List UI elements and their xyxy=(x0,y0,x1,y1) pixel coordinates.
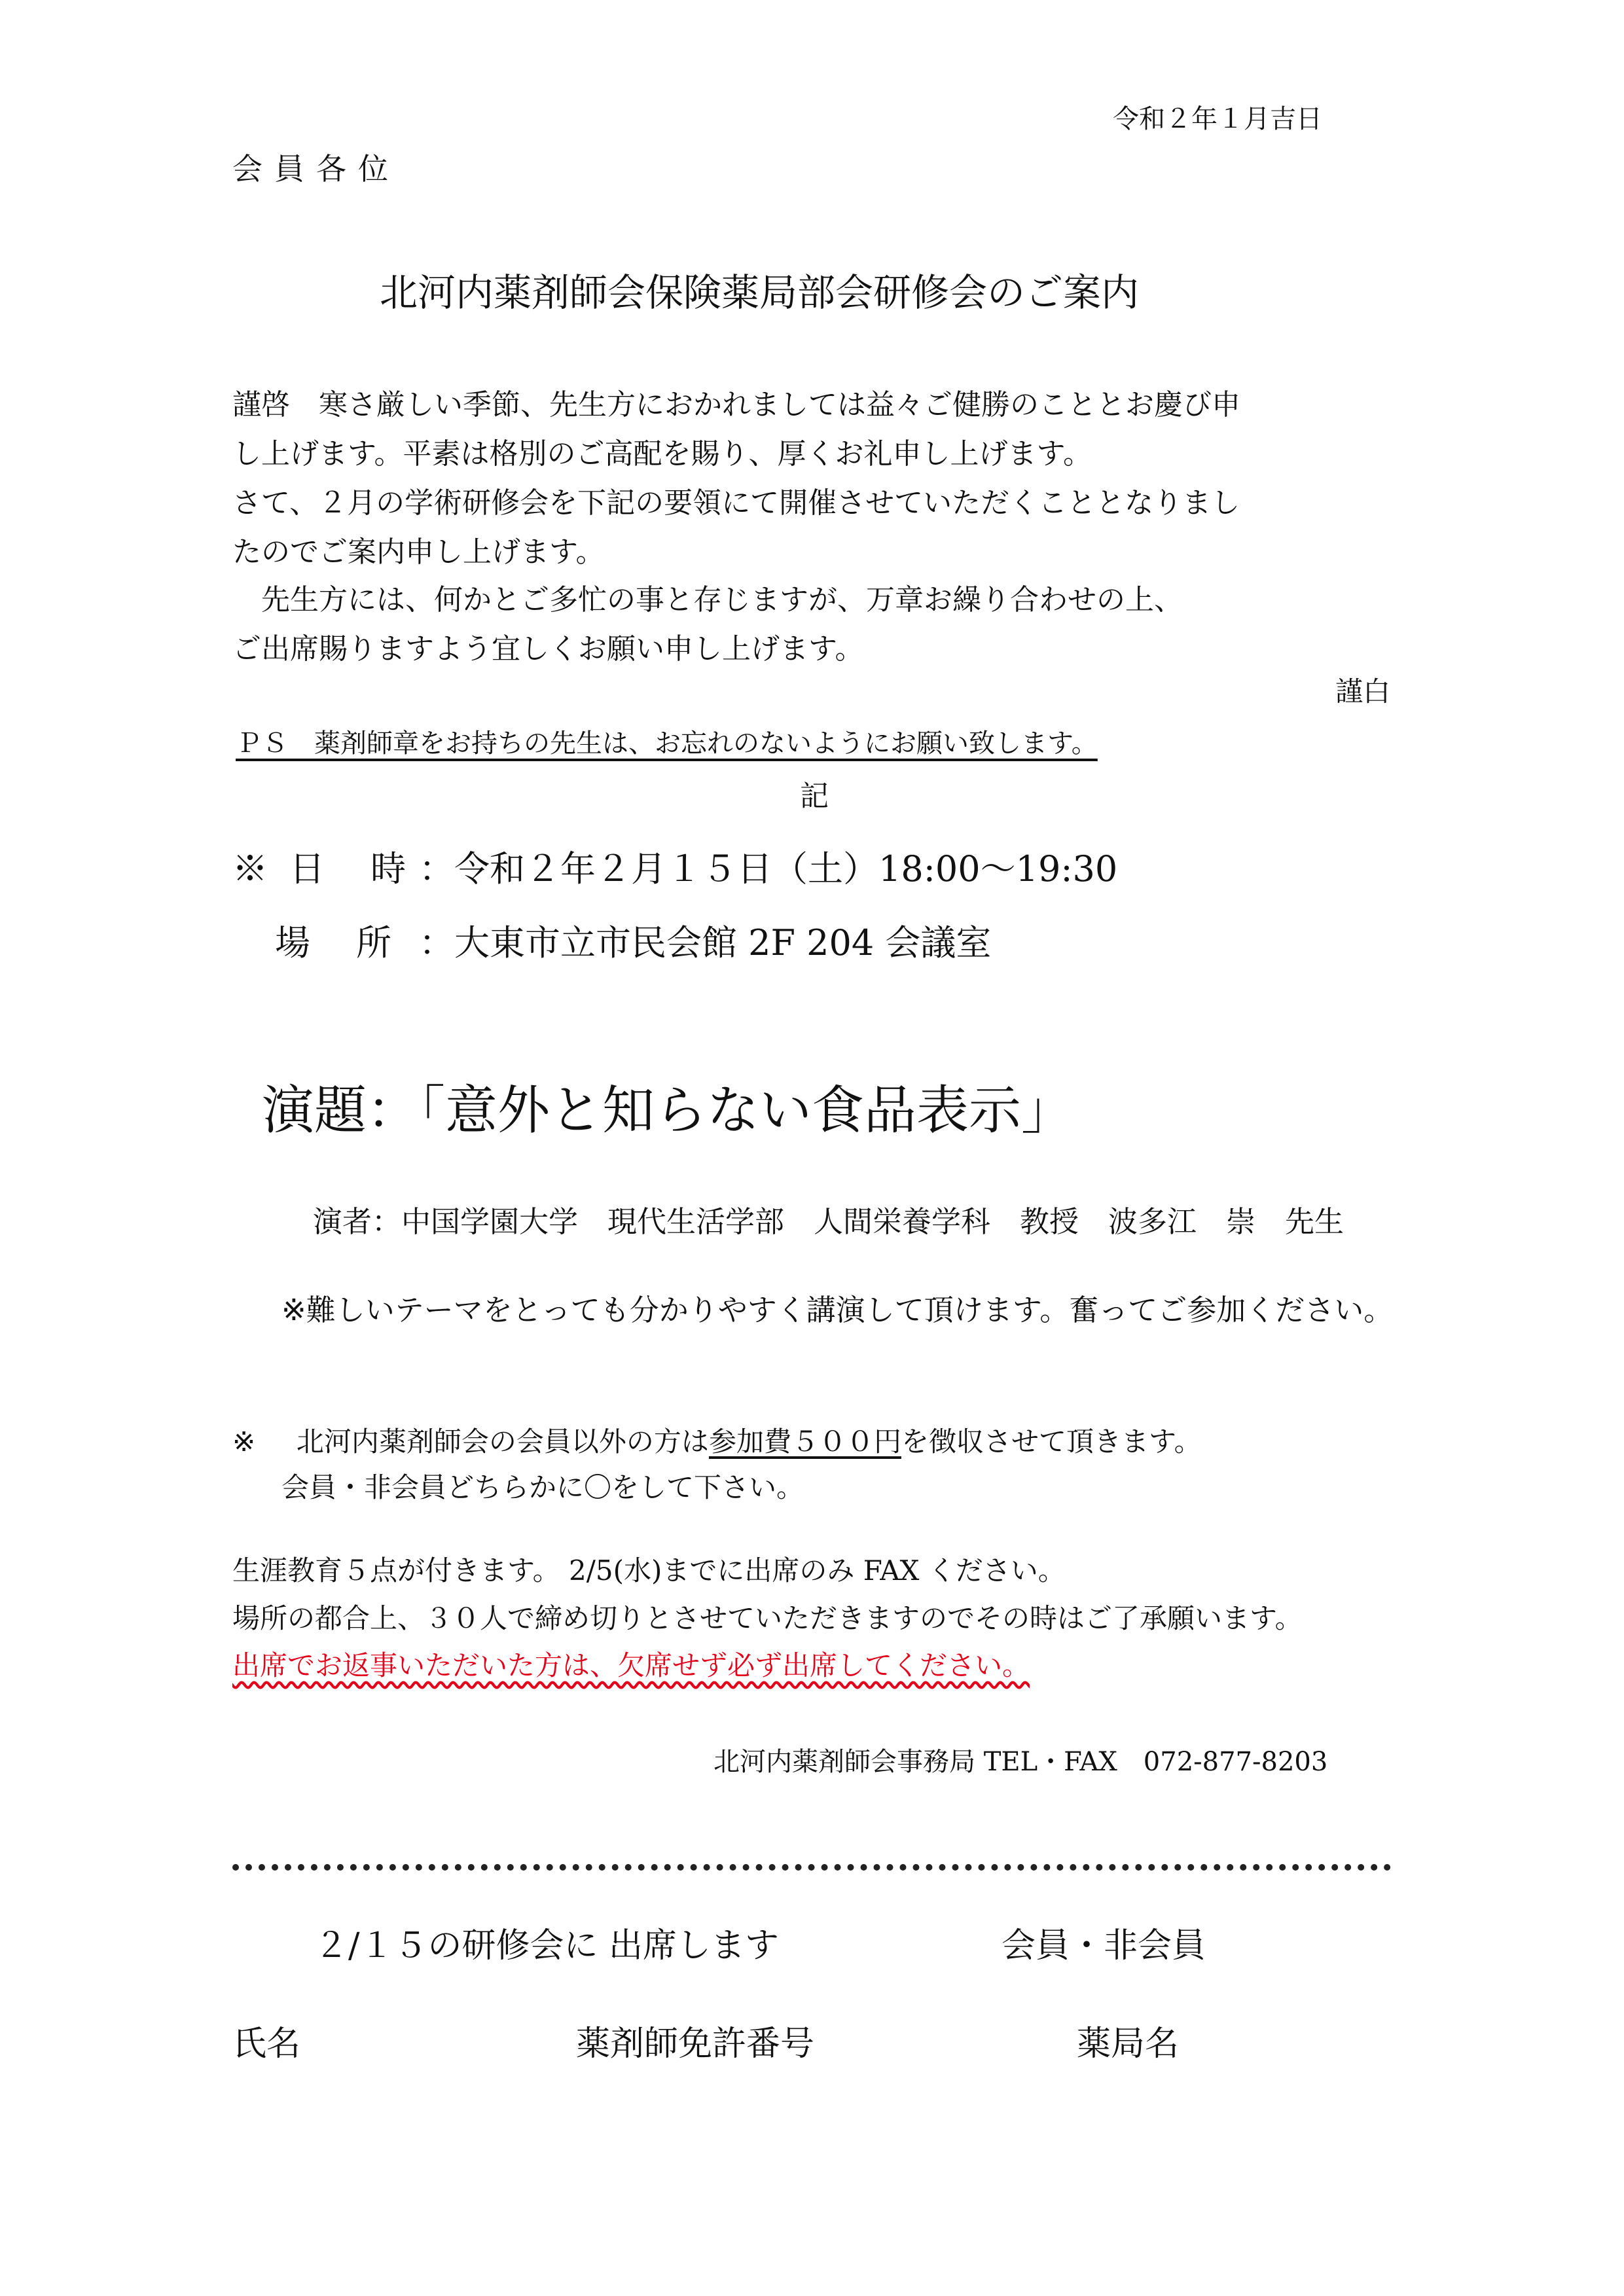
event-place-label: 場 所 xyxy=(275,922,397,963)
pharmacy-name-field-label: 薬局名 xyxy=(1077,2024,1180,2064)
lecture-title: 演題：「意外と知らない食品表示」 xyxy=(262,1080,1074,1141)
license-number-field-label: 薬剤師免許番号 xyxy=(576,2024,815,2064)
attendance-statement: ２/１５の研修会に 出席します xyxy=(314,1926,780,1965)
body-line: 先生方には、何かとご多忙の事と存じますが、万章お繰り合わせの上、 xyxy=(232,583,1183,617)
addressee: 会員各位 xyxy=(232,151,400,187)
lecture-note: ※難しいテーマをとっても分かりやすく講演して頂けます。奮ってご参加ください。 xyxy=(281,1293,1394,1327)
office-contact: 北河内薬剤師会事務局 TEL・FAX 072-877-8203 xyxy=(713,1747,1328,1777)
issue-date: 令和２年１月吉日 xyxy=(1113,104,1322,134)
body-line: 謹啓 寒さ厳しい季節、先生方におかれましては益々ご健勝のこととお慶び申 xyxy=(232,388,1240,422)
speaker-line: 演者：中国学園大学 現代生活学部 人間栄養学科 教授 波多江 崇 先生 xyxy=(313,1204,1344,1239)
body-line: さて、２月の学術研修会を下記の要領にて開催させていただくこととなりまし xyxy=(232,486,1240,520)
attendance-warning: 出席でお返事いただいた方は、欠席せず必ず出席してください。 xyxy=(232,1649,1030,1681)
membership-circle-note: 会員・非会員どちらかに〇をして下さい。 xyxy=(281,1471,804,1503)
fee-notice xyxy=(232,1420,1202,1460)
event-date-value: ：令和２年２月１５日（土）18:00～19:30 xyxy=(419,848,1118,889)
postscript: ＰＳ 薬剤師章をお持ちの先生は、お忘れのないようにお願い致します。 xyxy=(236,728,1098,759)
fee-text-before: 北河内薬剤師会の会員以外の方は xyxy=(296,1426,709,1458)
name-field-label: 氏名 xyxy=(232,2024,301,2064)
body-line: ご出席賜りますよう宜しくお願い申し上げます。 xyxy=(232,632,864,666)
event-date-label: ※ 日 時 xyxy=(232,848,412,889)
education-credit-note: 生涯教育５点が付きます。 2/5(水)までに出席のみ FAX ください。 xyxy=(232,1554,1066,1587)
fee-amount: 参加費５００円 xyxy=(708,1426,901,1458)
capacity-note: 場所の都合上、３０人で締め切りとさせていただきますのでその時はご了承願います。 xyxy=(232,1602,1303,1634)
event-place-value: ：大東市立市民会館 2F 204 会議室 xyxy=(419,922,992,963)
body-line: し上げます。平素は格別のご高配を賜り、厚くお礼申し上げます。 xyxy=(232,437,1092,471)
cut-line-divider xyxy=(232,1864,1391,1871)
notice-mark: ※ xyxy=(232,1426,256,1458)
fee-text-after: を徴収させて頂きます。 xyxy=(901,1426,1202,1458)
document-title: 北河内薬剤師会保険薬局部会研修会のご案内 xyxy=(380,270,1140,315)
membership-choice[interactable]: 会員・非会員 xyxy=(1001,1926,1206,1965)
closing-word: 謹白 xyxy=(1335,675,1391,708)
ki-heading: 記 xyxy=(800,780,829,813)
body-line: たのでご案内申し上げます。 xyxy=(232,535,605,569)
